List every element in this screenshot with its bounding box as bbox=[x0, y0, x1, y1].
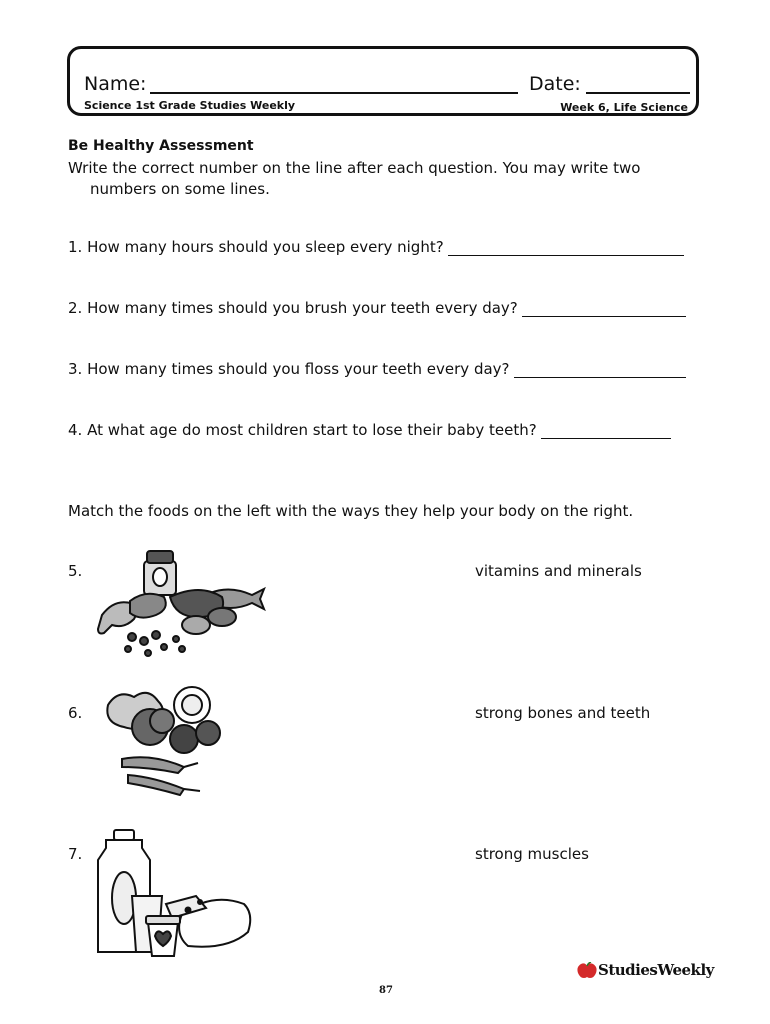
match-item-6-number: 6. bbox=[68, 704, 83, 722]
header-box bbox=[67, 46, 699, 116]
subject-label: Science 1st Grade Studies Weekly bbox=[84, 99, 296, 112]
question-3-answer-line[interactable] bbox=[514, 365, 686, 378]
instructions bbox=[68, 158, 688, 200]
apple-icon bbox=[576, 962, 598, 978]
assessment-title: Be Healthy Assessment bbox=[68, 138, 254, 154]
name-label: Name: bbox=[84, 73, 147, 95]
question-3 bbox=[68, 360, 686, 378]
protein-foods-illustration bbox=[92, 545, 267, 665]
studies-weekly-logo bbox=[576, 961, 714, 979]
week-label: Week 6, Life Science bbox=[560, 101, 688, 114]
question-4-answer-line[interactable] bbox=[541, 426, 671, 439]
instructions-line-1: Write the correct number on the line after each question. You may write two bbox=[68, 159, 641, 177]
page-number: 87 bbox=[379, 985, 393, 996]
question-4-text: 4. At what age do most children start to lose their baby teeth? bbox=[68, 421, 537, 439]
question-2 bbox=[68, 299, 686, 317]
question-1-answer-line[interactable] bbox=[448, 243, 684, 256]
question-2-answer-line[interactable] bbox=[522, 304, 686, 317]
question-4 bbox=[68, 421, 671, 439]
match-answer-muscles: strong muscles bbox=[475, 845, 589, 863]
question-1-text: 1. How many hours should you sleep every night? bbox=[68, 238, 444, 256]
question-3-text: 3. How many times should you floss your teeth every day? bbox=[68, 360, 510, 378]
match-item-5-number: 5. bbox=[68, 562, 83, 580]
date-field[interactable] bbox=[586, 92, 690, 94]
instructions-line-2: numbers on some lines. bbox=[90, 180, 270, 198]
dairy-foods-illustration bbox=[92, 826, 257, 961]
name-field[interactable] bbox=[150, 92, 518, 94]
date-label: Date: bbox=[529, 73, 581, 95]
vegetables-illustration bbox=[92, 683, 227, 803]
question-1 bbox=[68, 238, 684, 256]
question-2-text: 2. How many times should you brush your teeth every day? bbox=[68, 299, 518, 317]
brand-name: StudiesWeekly bbox=[598, 961, 714, 979]
match-item-7-number: 7. bbox=[68, 845, 83, 863]
match-answer-bones: strong bones and teeth bbox=[475, 704, 651, 722]
match-instructions: Match the foods on the left with the ways they help your body on the right. bbox=[68, 502, 634, 520]
match-answer-vitamins: vitamins and minerals bbox=[475, 562, 642, 580]
